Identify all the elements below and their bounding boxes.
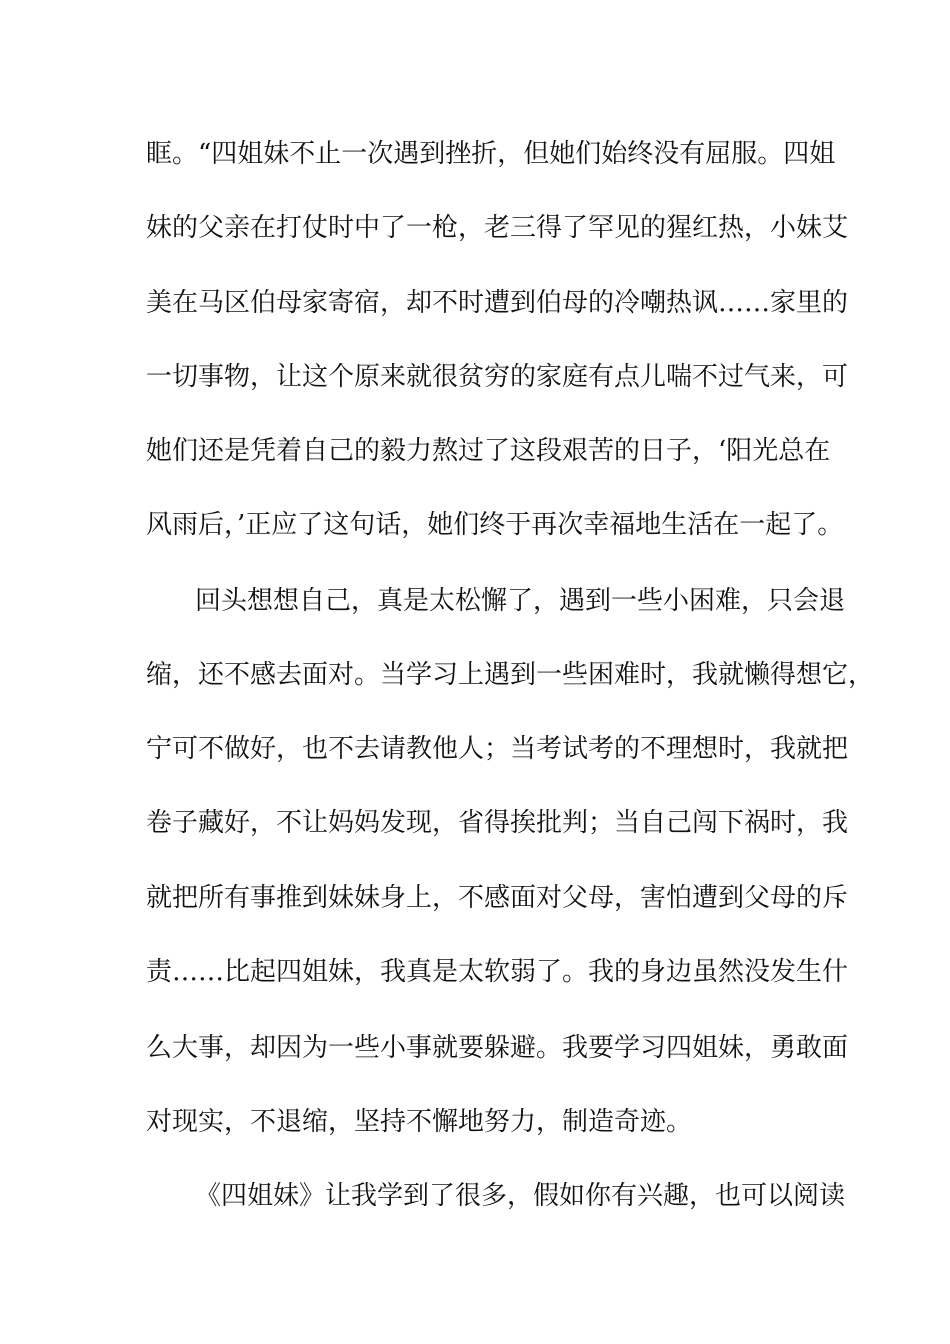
- text-line-4: 一切事物，让这个原来就很贫穷的家庭有点儿喘不过气来，可: [146, 362, 849, 392]
- text-line-7-paragraph-start: 回头想想自己，真是太松懈了，遇到一些小困难，只会退: [195, 586, 846, 616]
- text-line-2: 妹的父亲在打仗时中了一枪，老三得了罕见的猩红热，小妹艾: [146, 213, 849, 243]
- text-line-3: 美在马区伯母家寄宿，却不时遭到伯母的冷嘲热讽……家里的: [146, 288, 849, 318]
- text-line-9: 宁可不做好，也不去请教他人；当考试考的不理想时，我就把: [146, 734, 849, 764]
- text-line-12: 责……比起四姐妹，我真是太软弱了。我的身边虽然没发生什: [146, 957, 849, 987]
- text-line-1: 眶。“四姐妹不止一次遇到挫折，但她们始终没有屈服。四姐: [146, 139, 836, 169]
- text-line-10: 卷子藏好，不让妈妈发现，省得挨批判；当自己闯下祸时，我: [146, 808, 849, 838]
- text-line-5: 她们还是凭着自己的毅力熬过了这段艰苦的日子，‘阳光总在: [146, 436, 831, 466]
- text-line-15-paragraph-start: 《四姐妹》让我学到了很多，假如你有兴趣，也可以阅读: [195, 1181, 846, 1211]
- text-line-14: 对现实，不退缩，坚持不懈地努力，制造奇迹。: [146, 1107, 693, 1137]
- text-line-11: 就把所有事推到妹妹身上，不感面对父母，害怕遭到父母的斥: [146, 883, 849, 913]
- text-line-13: 么大事，却因为一些小事就要躲避。我要学习四姐妹，勇敢面: [146, 1033, 849, 1063]
- text-line-6: 风雨后，’正应了这句话，她们终于再次幸福地生活在一起了。: [146, 510, 844, 540]
- text-line-8: 缩，还不感去面对。当学习上遇到一些困难时，我就懒得想它，: [146, 660, 875, 690]
